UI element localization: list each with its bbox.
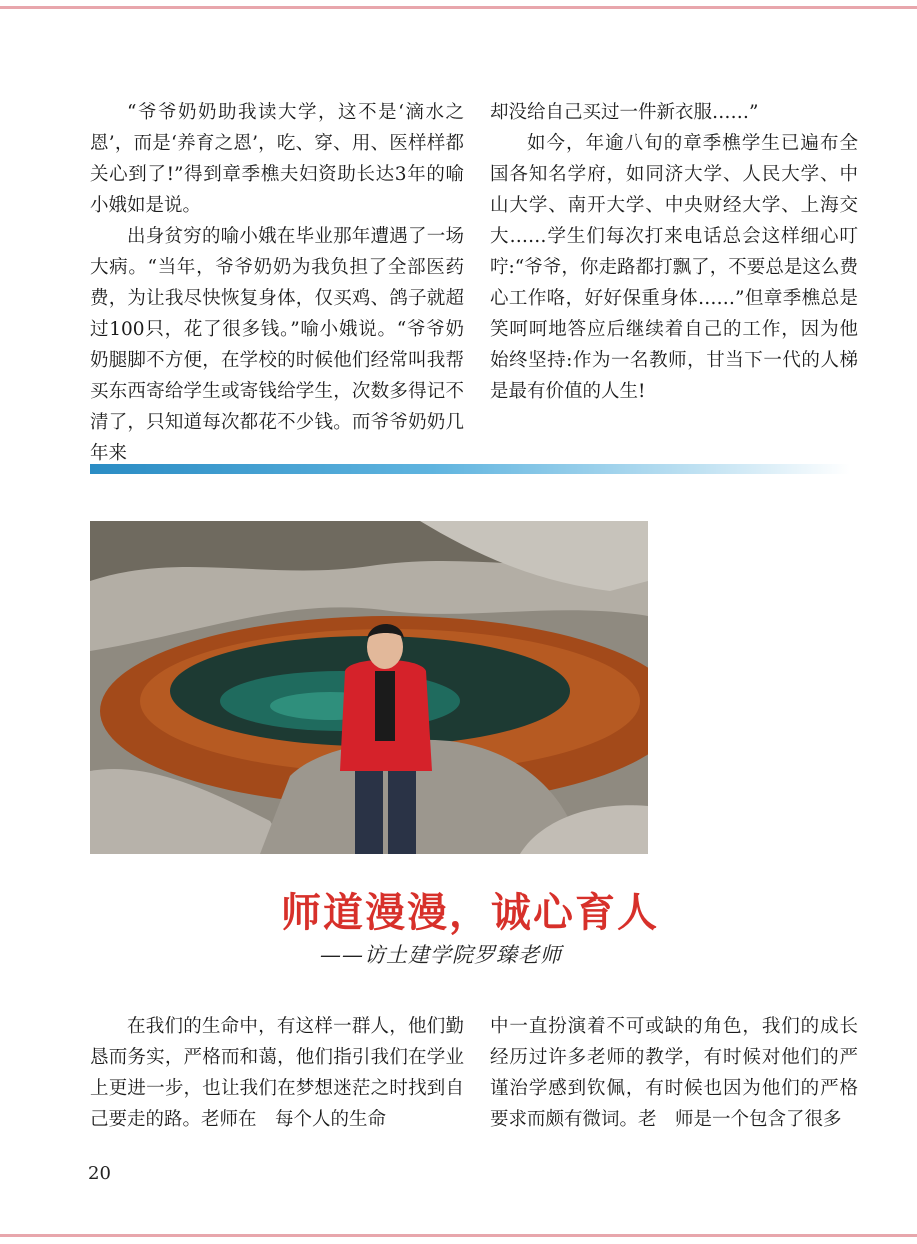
section-divider	[90, 464, 850, 474]
top-border-rule	[0, 6, 917, 9]
paragraph-continuation: 中一直扮演着不可或缺的角色，我们的成长经历过许多老师的教学，有时候对他们的严谨治学感到钦佩，有时候也因为他们的严格要求而颇有微词。老 师是一个包含了很多	[490, 1016, 858, 1130]
article-subtitle: ——访土建学院罗臻老师	[320, 943, 562, 967]
bottom-right-column	[490, 1011, 858, 1135]
bottom-left-column	[90, 1011, 464, 1135]
article-title: 师道漫漫，诚心育人	[281, 889, 659, 936]
paragraph: 出身贫穷的喻小娥在毕业那年遭遇了一场大病。“当年，爷爷奶奶为我负担了全部医药费，为让我尽快恢复身体，仅买鸡、鸽子就超过100只，花了很多钱。”喻小娥说。“爷爷奶奶腿脚不方便，在学校的时候他们经常叫我帮买东西寄给学生或寄钱给学生，次数多得记不清了，只知道每次都花不少钱。而爷爷奶奶几年来	[90, 226, 464, 464]
paragraph: 如今，年逾八旬的章季樵学生已遍布全国各知名学府，如同济大学、人民大学、中山大学、南开大学、中央财经大学、上海交大……学生们每次打来电话总会这样细心叮咛:“爷爷，你走路都打飘了，不要总是这么费心工作咯，好好保重身体……”但章季樵总是笑呵呵地答应后继续着自己的工作，因为他始终坚持:作为一名教师，甘当下一代的人梯是最有价值的人生!	[490, 133, 858, 402]
paragraph-continuation: 却没给自己买过一件新衣服……”	[490, 102, 759, 123]
bottom-border-rule	[0, 1234, 917, 1237]
paragraph: “爷爷奶奶助我读大学，这不是‘滴水之恩’，而是‘养育之恩’，吃、穿、用、医样样都关心到了!”得到章季樵夫妇资助长达3年的喻小娥如是说。	[90, 102, 464, 216]
page-number: 20	[88, 1163, 111, 1184]
paragraph: 在我们的生命中，有这样一群人，他们勤恳而务实，严格而和蔼，他们指引我们在学业上更进一步，也让我们在梦想迷茫之时找到自己要走的路。老师在 每个人的生命	[90, 1016, 464, 1130]
article-photo	[90, 521, 648, 854]
top-left-column	[90, 97, 464, 469]
top-right-column	[490, 97, 858, 407]
